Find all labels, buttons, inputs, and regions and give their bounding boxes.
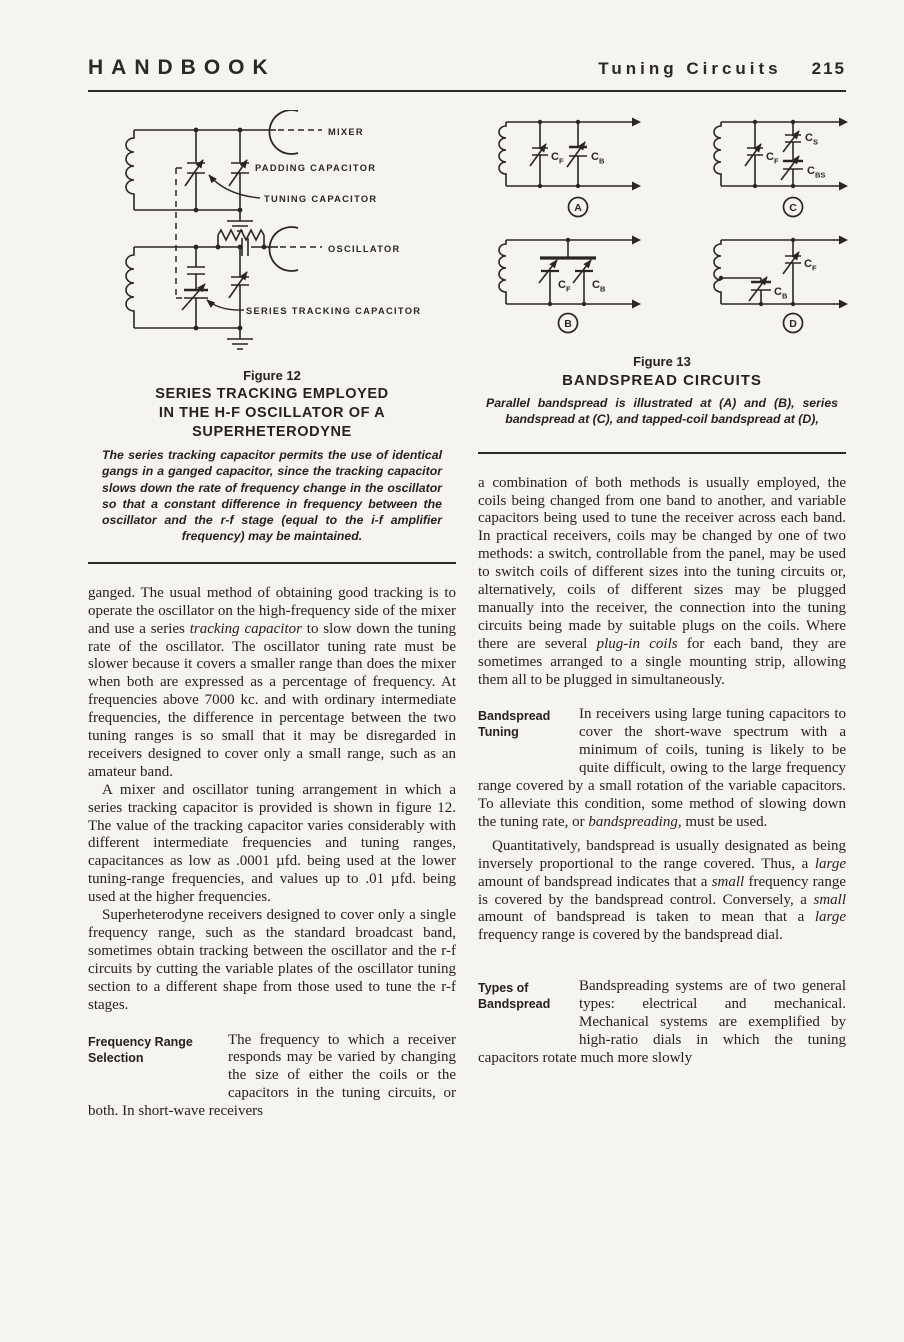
wire-arrowhead (632, 236, 641, 245)
paragraph: In receivers using large tuning capacitors to cover the short-wave spectrum with a minimum of coils, tuning is likely to be quite difficult, owing to the large frequency range covered by a small rotation of the variable capacitors. To alleviate this condition, some method of slowing down the tuning rate, or bandspreading, must be used. (478, 706, 846, 830)
oscillator-tank-circuit (126, 227, 322, 349)
sidehead-line: Selection (88, 1050, 144, 1065)
chapter-head-group (598, 59, 846, 79)
cf-capacitor (747, 122, 763, 186)
figure-13 (478, 110, 846, 428)
paragraph: A mixer and oscillator tuning arrangement in which a series tracking capacitor is provided is shown in figure 12. The value of the tracking capacitor varies considerably with different intermediate frequencies and tuning ranges, capacitances as low as .0001 µfd. being used at the lower tuning-range frequencies, and values up to .01 µfd. being used at the higher frequencies. (88, 781, 456, 906)
wire-arrowhead (632, 118, 641, 127)
wire-arrowhead (839, 182, 848, 191)
capacitor-labels (551, 132, 825, 301)
oscillator-tube-symbol (269, 227, 298, 271)
junction-dots (194, 128, 267, 331)
paragraph: a combination of both methods is usually employed, the coils being changed from one band to another, and variable capacitors being used to tune the receiver across each band. In practical receivers, coils may be changed by one of two methods: a switch, controllable from the panel, may be used to switch coils of different sizes into the tuning circuits or, alternatively, coils of different sizes may be plugged manually into the receiver, the connection into the tuning circuits being made by suitable plugs on the coils. Where there are several plug-in coils for each band, they are sometimes arranged to a single mounting strip, allowing them all to be plugged in simultaneously. (478, 474, 846, 688)
paragraph: ganged. The usual method of obtaining good tracking is to operate the oscillator on the high-frequency side of the mixer and use a series tracking capacitor to slow down the tuning rate of the oscillator. The oscillator tuning rate must be slower because it covers a smaller range than does the mixer when both are expressed as a percentage of frequency. At frequencies above 7000 kc. and with ordinary intermediate frequencies, the difference in percentage between the two tuning ranges is so small that it may be disregarded in receivers designed to cover only a small range, such as an amateur band. (88, 584, 456, 780)
cap-label-main: C (591, 151, 599, 163)
section-bandspread-tuning (478, 706, 846, 831)
oscillator-coil (126, 247, 134, 328)
sidehead-line: Types of (478, 981, 529, 996)
panel-letter-b: B (564, 317, 572, 330)
coil (499, 122, 506, 186)
mixer-label: MIXER (328, 127, 364, 137)
figure12-title-line2: IN THE H-F OSCILLATOR OF A (158, 405, 386, 421)
cap-label-main: C (805, 132, 813, 144)
ground-symbol (227, 328, 253, 349)
circuit-a (499, 122, 632, 186)
sidehead-line: Bandspread (478, 709, 551, 724)
wire-arrowhead (632, 300, 641, 309)
paragraph: Quantitatively, bandspread is usually designated as being inversely proportional to the range covered. Thus, a large amount of bandspread indicates that a small frequency range is covered by the bandspread control. Conversely, a small amount of bandspread is taken to mean that a large frequency range is covered by the bandspread dial. (478, 837, 846, 944)
cb-capacitor (569, 122, 587, 186)
mixer-tube-symbol (269, 110, 298, 154)
wire-arrowhead (839, 300, 848, 309)
padding-capacitor-label: PADDING CAPACITOR (255, 163, 377, 173)
sidehead-types-of-bandspread (478, 978, 579, 1034)
cbs-arrow (781, 156, 799, 180)
panel-letter-a: A (574, 201, 582, 214)
cb-arrow (567, 142, 585, 167)
cs-capacitor (785, 122, 801, 161)
series-tracking-capacitor-label: SERIES TRACKING CAPACITOR (246, 306, 422, 316)
cap-label-main: C (804, 258, 812, 270)
tuning-capacitor-label: TUNING CAPACITOR (264, 194, 378, 204)
circuit-b (499, 240, 632, 304)
fixed-series-capacitor (187, 247, 205, 290)
figure12-labels (246, 127, 421, 316)
cap-label-sub: F (812, 263, 817, 273)
section-types-of-bandspread (478, 978, 846, 1068)
cap-label-sub: F (774, 156, 779, 166)
cap-label-sub: F (566, 284, 571, 294)
figure12-title-line3: SUPERHETERODYNE (192, 424, 352, 440)
sidehead-bandspread-tuning (478, 706, 579, 762)
handbook-running-head: HANDBOOK (88, 56, 276, 79)
sidehead-line: Frequency Range (88, 1034, 193, 1049)
page-number: 215 (811, 59, 846, 78)
left-column (88, 110, 456, 1121)
wire-arrowhead (632, 182, 641, 191)
ground-symbol (227, 210, 253, 231)
cap-label-sub: B (599, 156, 605, 166)
wire-arrowhead (839, 236, 848, 245)
gang-linkage-dashes (176, 168, 185, 298)
figure13-number: Figure 13 (633, 354, 691, 369)
wires (506, 122, 632, 186)
label-pointers (207, 175, 260, 310)
cap-label-sub: F (559, 156, 564, 166)
paragraph: Superheterodyne receivers designed to cover only a single frequency range, such as the standard broadcast band, sometimes obtain tracking between the oscillator and the r-f circuits by cutting the variable plates of the oscillator tuning section to a different shape from those used to tune the r-f stages. (88, 907, 456, 1013)
figure13-caption-body: Parallel bandspread is illustrated at (A) and (B), series bandspread at (C), and tapped-coil bandspread at (D), (486, 396, 838, 427)
right-column-rule (478, 452, 846, 454)
tracking-capacitor-arrow (182, 284, 205, 310)
coil (499, 240, 506, 304)
coil (714, 240, 721, 304)
mixer-coil (126, 130, 134, 210)
panel-letter-d: D (789, 317, 797, 330)
paragraph: The frequency to which a receiver responds may be varied by changing the size of either the coils or the capacitors in the tuning circuits, or both. In short-wave receivers (88, 1031, 456, 1120)
cap-label-main: C (807, 165, 815, 177)
section-frequency-range-selection (88, 1032, 456, 1122)
cap-label-sub: B (600, 284, 606, 294)
figure13-schematic (478, 110, 853, 338)
figure13-caption (482, 354, 842, 428)
chapter-title: Tuning Circuits (598, 59, 782, 78)
two-column-layout (88, 110, 846, 1121)
sidehead-frequency-range-selection (88, 1032, 228, 1088)
panel-letters (559, 198, 803, 333)
cap-label-main: C (766, 151, 774, 163)
figure12-schematic (88, 110, 450, 358)
cap-label-main: C (551, 151, 559, 163)
tracking-label-pointer (207, 300, 244, 310)
cb-arrow (749, 277, 767, 301)
figure12-title-line1: SERIES TRACKING EMPLOYED (155, 386, 389, 402)
cf-capacitor (532, 122, 548, 186)
figure13-title: BANDSPREAD CIRCUITS (562, 372, 762, 389)
left-column-text (88, 585, 456, 1121)
figure12-caption-body: The series tracking capacitor permits the use of identical gangs in a ganged capacitor, since the tracking capacitor slows down the rate of frequency change in the oscillator so that a constant difference in frequency between the oscillator and the r-f stage (equal to the i-f amplifier frequency) may be maintained. (102, 448, 442, 544)
cap-label-main: C (592, 279, 600, 291)
sidehead-line: Tuning (478, 725, 519, 740)
cap-label-sub: S (813, 137, 819, 147)
page-header (88, 56, 846, 80)
grid-leak-resistor (218, 230, 264, 240)
cap-label-sub: BS (815, 170, 826, 180)
paragraph: Bandspreading systems are of two general types: electrical and mechanical. Mechanical systems are exemplified by high-ratio dials in which the tuning capacitors rotate much more slowly (478, 978, 846, 1066)
figure-12 (88, 110, 456, 545)
coil (714, 122, 721, 186)
sidehead-line: Bandspread (478, 997, 551, 1012)
cbs-capacitor (783, 169, 803, 186)
cap-label-sub: B (782, 291, 788, 301)
oscillator-label: OSCILLATOR (328, 244, 401, 254)
wire-arrowhead (839, 118, 848, 127)
wires (506, 240, 632, 304)
figure12-number: Figure 12 (243, 368, 301, 383)
header-rule (88, 90, 846, 92)
figure12-caption (98, 368, 446, 545)
cap-label-main: C (558, 279, 566, 291)
cap-label-main: C (774, 286, 782, 298)
right-column-text (478, 475, 846, 1068)
right-column (478, 110, 846, 1121)
panel-letter-c: C (789, 201, 797, 214)
left-column-rule (88, 562, 456, 564)
